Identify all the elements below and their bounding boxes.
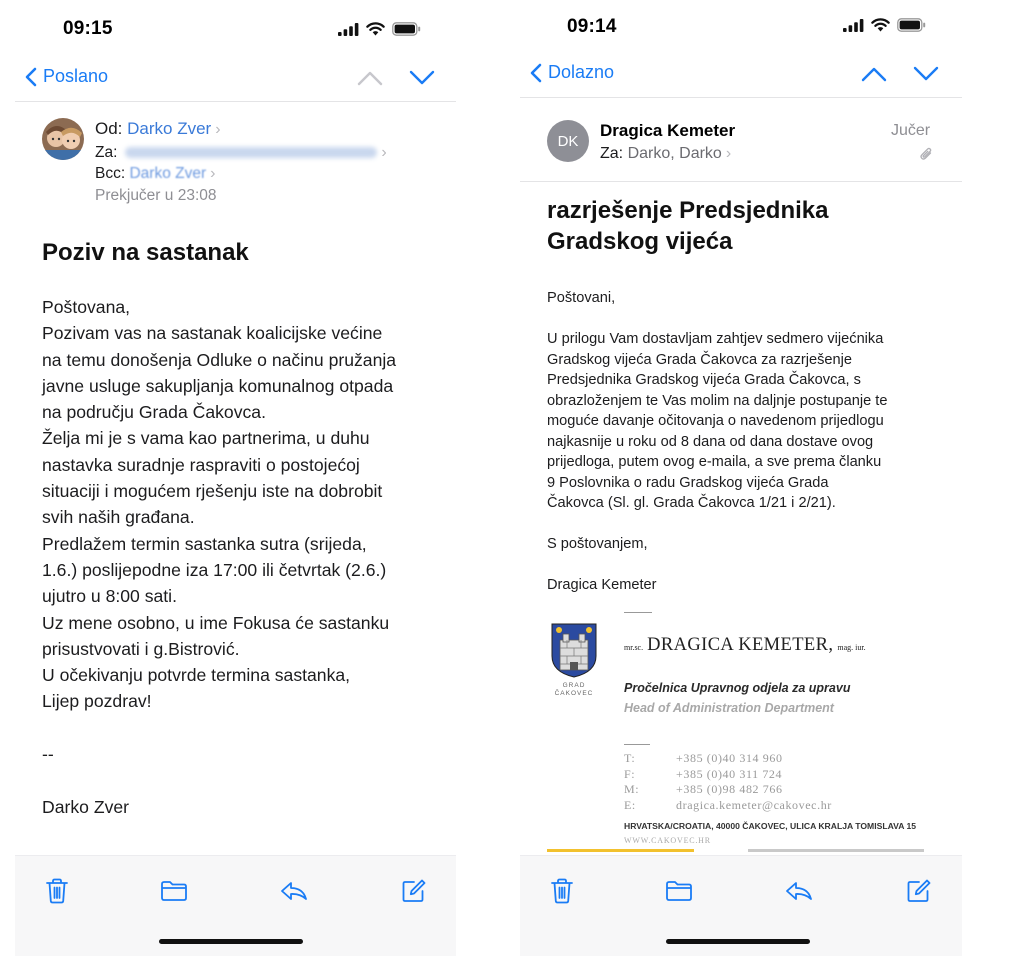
folder-icon[interactable]: [665, 880, 693, 902]
back-label: Poslano: [43, 66, 109, 86]
status-bar: [520, 0, 962, 56]
reply-icon[interactable]: [280, 880, 308, 902]
signature-accent-bar: [547, 849, 694, 852]
battery-icon: [897, 18, 926, 32]
email-subject: razrješenje Predsjednika Gradskog vijeća: [547, 197, 829, 255]
bottom-toolbar: [520, 855, 962, 956]
chevron-right-icon: ›: [725, 145, 732, 162]
message-date: Jučer: [891, 122, 931, 139]
chevron-left-icon: [530, 63, 542, 83]
next-message-button[interactable]: [913, 66, 939, 82]
chevron-right-icon: ›: [215, 121, 221, 138]
contact-row-mobile: M: +385 (0)98 482 766: [624, 782, 783, 796]
email-subject: Poziv na sastanak: [42, 239, 249, 266]
from-label: Od:: [95, 119, 123, 138]
to-label: Za:: [95, 144, 118, 161]
signature-contacts: [624, 751, 944, 813]
home-indicator[interactable]: [159, 939, 303, 944]
sender-name[interactable]: Dragica Kemeter: [600, 121, 736, 140]
to-names[interactable]: Darko, Darko: [627, 145, 722, 162]
email-signature: [547, 612, 947, 855]
email-body: Poštovani, U prilogu Vam dostavljam zahtjev sedmero vijećnika Gradskog vijeća Grada Čakovca za razrješenje Predsjednika Gradskog vijeća Grada Čakovca, s obrazloženjem te Vas molim na daljnje postupanje te moguće davanje očitovanja o navedenom prijedlogu najkasnije u roku od 8 dana od dana dostave ovog prijedloga, putem ovog e-maila, a sve prema članku 9 Poslovnika o radu Gradskog vijeća Grada Čakovca (Sl. gl. Grada Čakovca 1/21 i 2/21). S poštovanjem, Dragica Kemeter: [547, 290, 888, 593]
trash-icon[interactable]: [550, 878, 574, 904]
signature-website[interactable]: WWW.CAKOVEC.HR: [624, 836, 711, 845]
bottom-toolbar: [15, 855, 456, 956]
signature-name-row: [624, 635, 866, 656]
contact-row-email: E: dragica.kemeter@cakovec.hr: [624, 797, 832, 812]
to-label: Za:: [600, 145, 624, 162]
email-body: Poštovana, Pozivam vas na sastanak koalicijske većine na temu donošenja Odluke o načinu pružanja javne usluge sakupljanja komunalnog otpada na području Grada Čakovca. Želja mi je s vama kao partnerima, u duhu nastavka suradnje raspraviti o postojećoj situaciji i mogućem rješenju iste na dobrobit svih naših građana. Predlažem termin sastanka sutra (srijeda, 1.6.) poslijepodne iza 17:00 ili četvrtak (2.6.) ujutro u 8:00 sati. Uz mene osobno, u ime Fokusa će sastanku prisustvovati i g.Bistrović. U očekivanju potvrde termina sastanka, Lijep pozdrav! -- Darko Zver: [42, 297, 397, 817]
home-indicator[interactable]: [666, 939, 810, 944]
signature-rule: [624, 744, 650, 745]
name-suffix: mag. iur.: [837, 643, 866, 652]
previous-message-button[interactable]: [357, 70, 383, 86]
signature-name: DRAGICA KEMETER,: [647, 635, 834, 655]
mail-navbar: [520, 52, 962, 98]
reply-icon[interactable]: [785, 880, 813, 902]
message-date: Prekjučer u 23:08: [95, 187, 217, 204]
status-bar: [15, 0, 456, 56]
status-time: 09:14: [567, 16, 617, 37]
crest-caption-line1: GRAD: [562, 682, 586, 689]
name-prefix: mr.sc.: [624, 643, 644, 652]
blurred-recipient: [125, 147, 377, 158]
mail-navbar: [15, 56, 456, 102]
signal-icon: [843, 19, 864, 32]
next-message-button[interactable]: [409, 70, 435, 86]
compose-icon[interactable]: [906, 878, 932, 904]
from-name[interactable]: Darko Zver: [127, 119, 212, 138]
battery-icon: [392, 22, 421, 36]
chevron-right-icon: ›: [381, 144, 387, 161]
signature-title-en: Head of Administration Department: [624, 701, 834, 715]
signature-title-hr: Pročelnica Upravnog odjela za upravu: [624, 681, 851, 695]
chevron-left-icon: [25, 67, 37, 87]
compose-icon[interactable]: [401, 878, 427, 904]
status-time: 09:15: [63, 18, 113, 39]
contact-row-phone: T: +385 (0)40 314 960: [624, 751, 783, 765]
bcc-name[interactable]: Darko Zver: [129, 165, 207, 182]
back-button[interactable]: [530, 62, 614, 83]
header-divider: [520, 181, 962, 182]
avatar-photo-icon: [42, 118, 84, 160]
to-row: [600, 145, 731, 163]
back-label: Dolazno: [548, 62, 615, 82]
contact-row-fax: F: +385 (0)40 311 724: [624, 766, 783, 781]
city-crest-icon: [550, 622, 598, 678]
from-row: [95, 119, 221, 139]
signal-icon: [338, 23, 359, 36]
wifi-icon: [366, 22, 385, 36]
trash-icon[interactable]: [45, 878, 69, 904]
signature-rule: [624, 612, 652, 613]
folder-icon[interactable]: [160, 880, 188, 902]
wifi-icon: [871, 18, 890, 32]
signature-accent-bar-gray: [748, 849, 924, 852]
email-screen-sent: [15, 0, 456, 956]
to-row: [95, 144, 387, 162]
bcc-label: Bcc:: [95, 165, 126, 182]
bcc-row: [95, 165, 215, 183]
email-screen-inbox: [520, 0, 962, 956]
sender-avatar[interactable]: DK: [547, 120, 589, 162]
sender-avatar[interactable]: [42, 118, 84, 160]
back-button[interactable]: [25, 66, 108, 87]
signature-address: HRVATSKA/CROATIA, 40000 ČAKOVEC, ULICA KRALJA TOMISLAVA 15: [624, 821, 917, 831]
attachment-icon: [919, 146, 933, 162]
previous-message-button[interactable]: [861, 66, 887, 82]
chevron-right-icon: ›: [210, 165, 216, 182]
crest-caption-line2: ČAKOVEC: [554, 690, 594, 697]
